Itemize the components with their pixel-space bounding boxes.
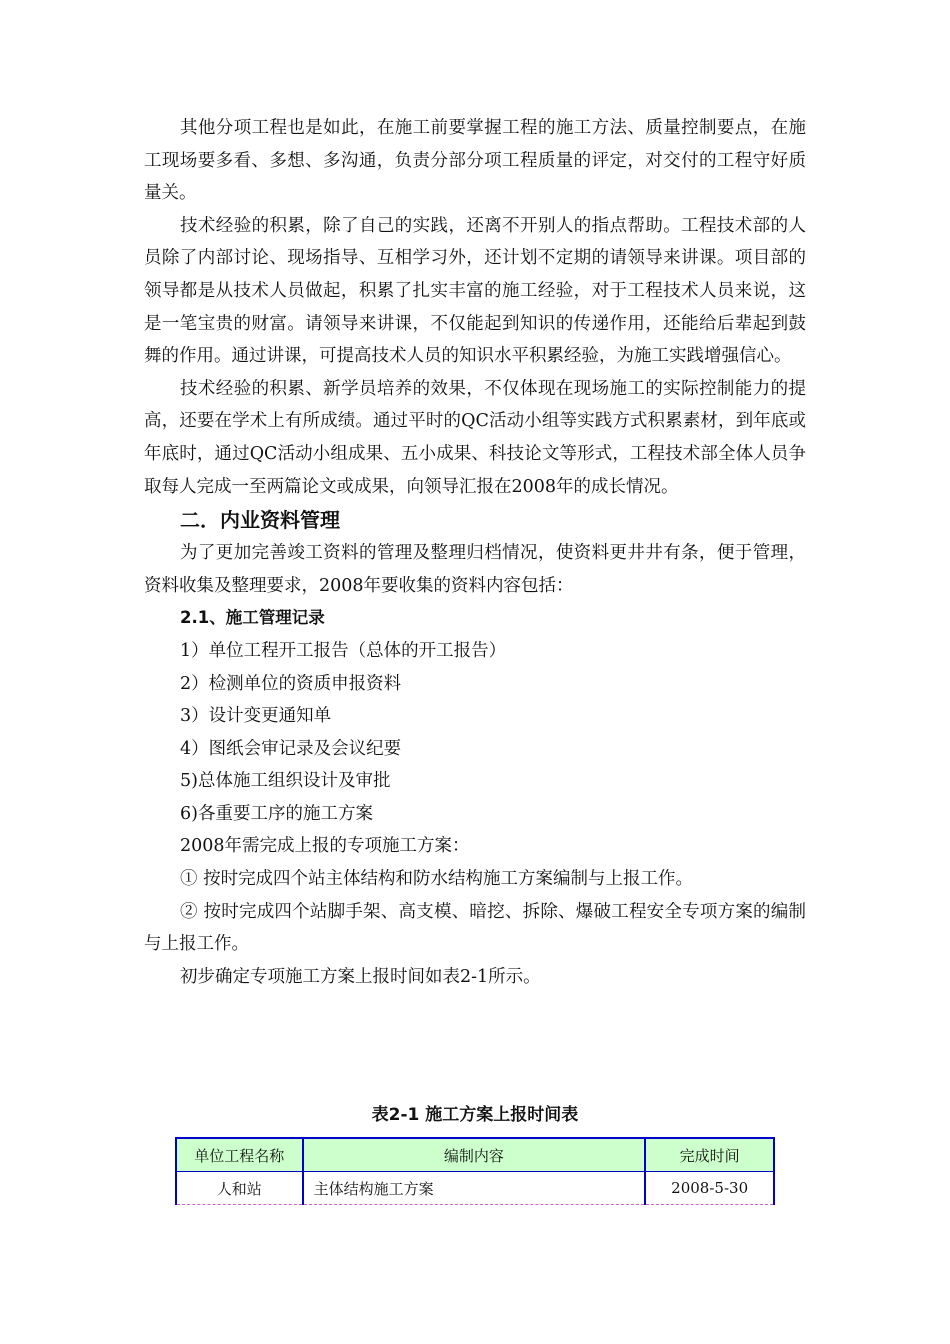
table-caption: 表2-1 施工方案上报时间表 xyxy=(371,1105,579,1125)
list-item: 4）图纸会审记录及会议纪要 xyxy=(180,738,402,759)
section-heading: 二．内业资料管理 xyxy=(180,508,340,533)
list-item: 2）检测单位的资质申报资料 xyxy=(180,673,402,694)
plan-item: ② 按时完成四个站脚手架、高支模、暗挖、拆除、爆破工程安全专项方案的编制与上报工作。 xyxy=(144,901,806,955)
table-header-row xyxy=(176,1138,774,1172)
paragraph-2: 技术经验的积累，除了自己的实践，还离不开别人的指点帮助。工程技术部的人员除了内部讨论、现场指导、互相学习外，还计划不定期的请领导来讲课。项目部的领导都是从技术人员做起，积累了扎实丰富的施工经验，对于工程技术人员来说，这是一笔宝贵的财富。请领导来讲课，不仅能起到知识的传递作用，还能给后辈起到鼓舞的作用。通过讲课，可提高技术人员的知识水平积累经验，为施工实践增强信心。 xyxy=(144,215,806,367)
paragraph-3: 技术经验的积累、新学员培养的效果，不仅体现在现场施工的实际控制能力的提高，还要在学术上有所成绩。通过平时的QC活动小组等实践方式积累素材，到年底或年底时，通过QC活动小组成果、五小成果、科技论文等形式，工程技术部全体人员争取每人完成一至两篇论文或成果，向领导汇报在2008年的成长情况。 xyxy=(144,378,806,497)
table-cell-date: 2008-5-30 xyxy=(645,1172,774,1205)
table-reference: 初步确定专项施工方案上报时间如表2-1所示。 xyxy=(180,966,541,987)
list-item: 3）设计变更通知单 xyxy=(180,706,332,727)
list-item: 5)总体施工组织设计及审批 xyxy=(180,771,391,792)
list-item: 6)各重要工序的施工方案 xyxy=(180,803,373,824)
column-header: 单位工程名称 xyxy=(176,1138,303,1172)
table-cell-unit: 人和站 xyxy=(176,1172,303,1205)
paragraph-1: 其他分项工程也是如此，在施工前要掌握工程的施工方法、质量控制要点，在施工现场要多看、多想、多沟通，负责分部分项工程质量的评定，对交付的工程守好质量关。 xyxy=(144,118,806,204)
list-item: 1）单位工程开工报告（总体的开工报告） xyxy=(180,640,507,661)
column-header: 编制内容 xyxy=(303,1138,646,1172)
plan-item: ① 按时完成四个站主体结构和防水结构施工方案编制与上报工作。 xyxy=(180,869,694,890)
table-cell-content: 主体结构施工方案 xyxy=(303,1172,646,1205)
schedule-table xyxy=(175,1137,775,1205)
section-intro: 为了更加完善竣工资料的管理及整理归档情况，使资料更井井有条，便于管理，资料收集及整理要求，2008年要收集的资料内容包括： xyxy=(144,543,806,596)
subsection-heading xyxy=(144,602,806,635)
subsection-heading-text: 2.1、施工管理记录 xyxy=(180,608,325,628)
column-header: 完成时间 xyxy=(645,1138,774,1172)
plans-intro: 2008年需完成上报的专项施工方案： xyxy=(180,836,470,857)
document-body xyxy=(144,112,806,993)
table-row xyxy=(176,1172,774,1205)
